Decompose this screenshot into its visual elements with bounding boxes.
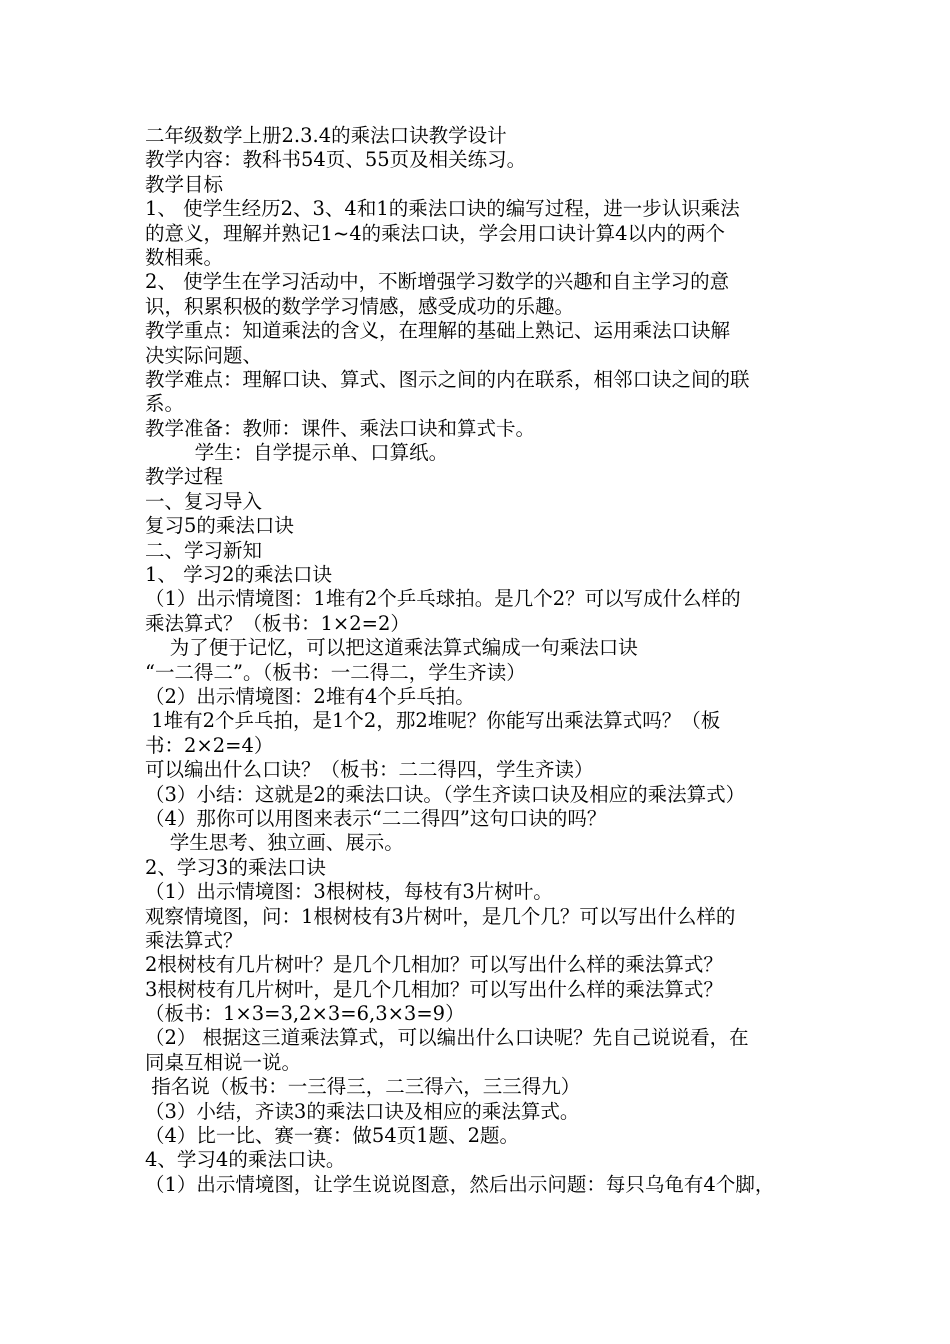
subsection-heading: 4、学习4的乘法口诀。 [145, 1148, 346, 1172]
document-body [145, 124, 815, 1197]
doc-title: 二年级数学上册2.3.4的乘法口诀教学设计 [145, 124, 507, 147]
section-heading: 一、复习导入 [145, 489, 263, 513]
text-line: 1、 使学生经历2、3、4和1的乘法口诀的编写过程，进一步认识乘法 [145, 197, 740, 221]
text-line: （3）小结：这就是2的乘法口诀。（学生齐读口诀及相应的乘法算式） [145, 782, 746, 806]
text-line: 同桌互相说一说。 [145, 1050, 302, 1074]
text-line: 决实际问题、 [145, 343, 263, 367]
text-line: 学生：自学提示单、口算纸。 [145, 441, 449, 465]
text-line: 2、 使学生在学习活动中，不断增强学习数学的兴趣和自主学习的意 [145, 270, 730, 294]
text-line: 观察情境图，问：1根树枝有3片树叶，是几个几？可以写出什么样的 [145, 904, 736, 928]
text-line: （1）出示情境图，让学生说说图意，然后出示问题：每只乌龟有4个脚， [145, 1172, 775, 1196]
text-line: （1）出示情境图：3根树枝，每枝有3片树叶。 [145, 880, 553, 904]
section-heading: 教学过程 [145, 465, 224, 489]
text-line: 教学内容：教科书54页、55页及相关练习。 [145, 148, 527, 172]
text-line: 3根树枝有几片树叶，是几个几相加？可以写出什么样的乘法算式？ [145, 977, 723, 1001]
text-line: 教学重点：知道乘法的含义，在理解的基础上熟记、运用乘法口诀解 [145, 319, 731, 343]
text-line: （1）出示情境图：1堆有2个乒乓球拍。是几个2？可以写成什么样的 [145, 587, 741, 611]
text-line: （3）小结，齐读3的乘法口诀及相应的乘法算式。 [145, 1099, 580, 1123]
text-line: 2根树枝有几片树叶？是几个几相加？可以写出什么样的乘法算式？ [145, 953, 723, 977]
text-line: （4）那你可以用图来表示“二二得四”这句口诀的吗？ [145, 806, 607, 830]
text-line: （2）出示情境图：2堆有4个乒乓拍。 [145, 684, 475, 708]
text-line: （4）比一比、赛一赛：做54页1题、2题。 [145, 1124, 520, 1148]
text-line: 数相乘。 [145, 245, 224, 269]
text-line: 乘法算式？ [145, 928, 243, 952]
subsection-heading: 1、 学习2的乘法口诀 [145, 563, 333, 587]
text-line: 教学难点：理解口诀、算式、图示之间的内在联系，相邻口诀之间的联 [145, 367, 750, 391]
text-line: 的意义，理解并熟记1~4的乘法口诀，学会用口诀计算4以内的两个 [145, 221, 726, 245]
text-line: 乘法算式？（板书：1×2=2） [145, 611, 410, 635]
subsection-heading: 2、学习3的乘法口诀 [145, 855, 326, 879]
text-line: 系。 [145, 392, 185, 416]
section-heading: 教学目标 [145, 172, 224, 196]
text-line: 为了便于记忆，可以把这道乘法算式编成一句乘法口诀 [145, 636, 638, 660]
text-line: 复习5的乘法口诀 [145, 514, 294, 538]
text-line: （板书：1×3=3,2×3=6,3×3=9） [145, 1002, 465, 1026]
text-line: 学生思考、独立画、展示。 [145, 831, 404, 855]
text-line: 识，积累积极的数学学习情感，感受成功的乐趣。 [145, 294, 575, 318]
text-line: （2） 根据这三道乘法算式，可以编出什么口诀呢？先自己说说看，在 [145, 1026, 749, 1050]
text-line: 1堆有2个乒乓拍，是1个2，那2堆呢？你能写出乘法算式吗？（板 [145, 709, 721, 733]
text-line: “一二得二”。（板书：一二得二，学生齐读） [145, 660, 526, 684]
text-line: 书：2×2=4） [145, 733, 274, 757]
text-line: 指名说（板书：一三得三，二三得六，三三得九） [145, 1075, 581, 1099]
section-heading: 二、学习新知 [145, 538, 263, 562]
text-line: 教学准备：教师：课件、乘法口诀和算式卡。 [145, 416, 536, 440]
text-line: 可以编出什么口诀？（板书：二二得四，学生齐读） [145, 758, 594, 782]
